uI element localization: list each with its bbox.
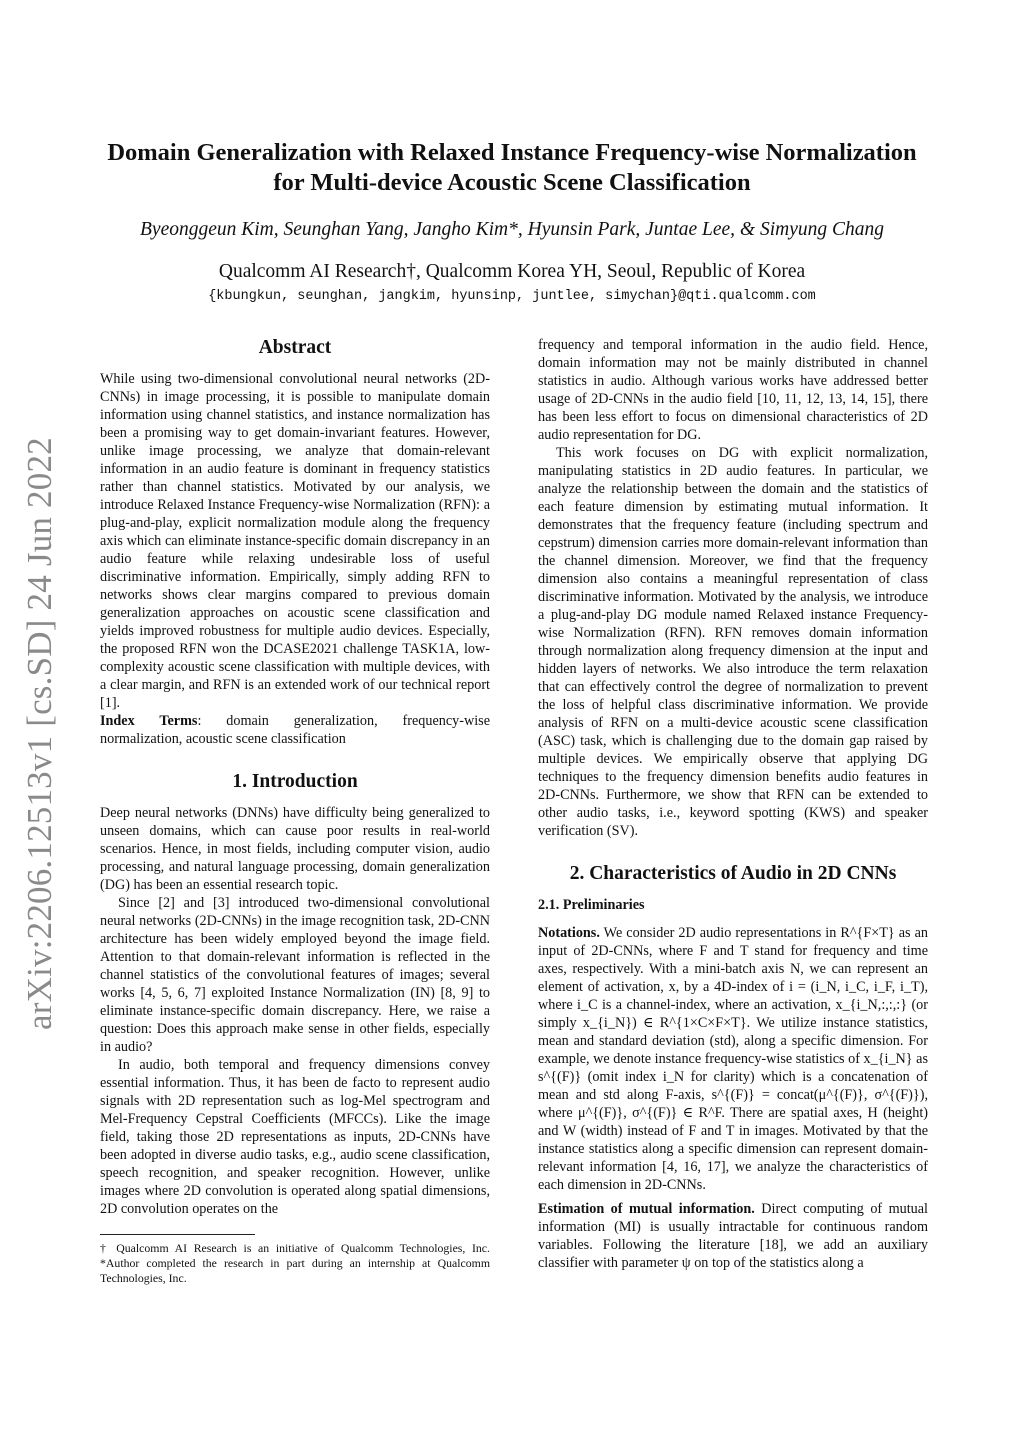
- subsection-2-1-heading: 2.1. Preliminaries: [538, 897, 645, 913]
- right-paragraph-2: This work focuses on DG with explicit normalization, manipulating statistics in 2D audio features. In particular, we analyze the relationship between the domain and the statistics of each feature dimension by estimating mutual information. It demonstrates that the frequency feature (including spectrum and cepstrum) dimension carries more domain-relevant information than the channel dimension. Moreover, we find that the frequency dimension also contains a meaningful representation of class discriminative information. Motivated by the analysis, we introduce a plug-and-play DG module named Relaxed instance Frequency-wise Normalization (RFN). RFN removes domain information through normalization along frequency dimension at the input and hidden layers of networks. We also introduce the term relaxation that can effectively control the degree of normalization to prevent the loss of helpful class discriminative information. We provide analysis of RFN on a multi-device acoustic scene classification (ASC) task, which is challenging due to the domain gap raised by multiple devices. We empirically observe that applying DG techniques to the frequency dimension benefits audio features in 2D-CNNs. Furthermore, we show that RFN can be extended to other audio tasks, i.e., keyword spotting (KWS) and speaker verification (SV).: [538, 445, 928, 839]
- affiliation: Qualcomm AI Research†, Qualcomm Korea YH, Seoul, Republic of Korea: [218, 261, 806, 282]
- author-list: Byeonggeun Kim, Seunghan Yang, Jangho Kim*, Hyunsin Park, Juntae Lee, & Simyung Chang: [140, 219, 884, 240]
- introduction-heading: 1. Introduction: [232, 771, 358, 792]
- notations-text: We consider 2D audio representations in R^{F×T} as an input of 2D-CNNs, where F and T stand for frequency and time axes, respectively. With a mini-batch axis N, we can represent an element of activation, x, by a 4D-index of i = (i_N, i_C, i_F, i_T), where i_C is a channel-index, where an activation, x_{i_N,:,:,:} (or simply x_{i_N}) ∈ R^{1×C×F×T}. We utilize instance statistics, mean and standard deviation (std), along a specific dimension. For example, we denote instance frequency-wise statistics of x_{i_N} as s^{(F)} (omit index i_N for clarity) which is a concatenation of mean and std along F-axis, s^{(F)} = concat(μ^{(F)}, σ^{(F)}), where μ^{(F)}, σ^{(F)} ∈ R^F. There are spatial axes, H (height) and W (width) instead of F and T in images. Motivated by that the instance statistics along a specific dimension can represent domain-relevant information [4, 16, 17], we analyze the characteristics of each dimension in 2D-CNNs.: [538, 925, 928, 1193]
- abstract-text: While using two-dimensional convolutional neural networks (2D-CNNs) in image processing, it is possible to manipulate domain information using channel statistics, and instance normalization has been a promising way to get domain-invariant features. However, unlike image processing, we analyze that domain-relevant information in an audio feature is dominant in frequency statistics rather than channel statistics. Motivated by our analysis, we introduce Relaxed Instance Frequency-wise Normalization (RFN): a plug-and-play, explicit normalization module along the frequency axis which can eliminate instance-specific domain discrepancy in an audio feature while relaxing undesirable loss of useful discriminative information. Empirically, simply adding RFN to networks shows clear margins compared to previous domain generalization approaches on acoustic scene classification and yields improved robustness for multiple audio devices. Especially, the proposed RFN won the DCASE2021 challenge TASK1A, low-complexity acoustic scene classification with multiple devices, with a clear margin, and RFN is an extended work of our technical report [1].: [100, 371, 490, 711]
- author-emails: {kbungkun, seunghan, jangkim, hyunsinp, juntlee, simychan}@qti.qualcomm.com: [208, 289, 816, 304]
- right-column: [538, 336, 928, 1272]
- index-terms-label: Index Terms: [100, 713, 198, 729]
- right-paragraph-1: frequency and temporal information in the audio field. Hence, domain information may not be mainly distributed in channel statistics in audio. Although various works have addressed better usage of 2D-CNNs in the audio field [10, 11, 12, 13, 14, 15], there has been less effort to focus on dimensional characteristics of 2D audio representation for DG.: [538, 337, 928, 443]
- intro-paragraph-2: Since [2] and [3] introduced two-dimensional convolutional neural networks (2D-CNNs) in the image recognition task, 2D-CNN architecture has been widely employed beyond the image field. Attention to that domain-relevant information is reflected in the channel statistics of the convolutional features of images; several works [4, 5, 6, 7] exploited Instance Normalization (IN) [8, 9] to eliminate instance-specific domain discrepancy. Here, we raise a question: Does this approach make sense in other fields, especially in audio?: [100, 895, 490, 1055]
- paper-title: [60, 138, 964, 198]
- intro-paragraph-3: In audio, both temporal and frequency dimensions convey essential information. Thus, it has been de facto to represent audio signals with 2D representation such as log-Mel spectrogram and Mel-Frequency Cepstral Coefficients (MFCCs). Like the image field, taking those 2D representations as inputs, 2D-CNNs have been adopted in diverse audio tasks, e.g., audio scene classification, speech recognition, and speaker recognition. However, unlike images where 2D convolution is operated along spatial dimensions, 2D convolution operates on the: [100, 1057, 490, 1217]
- mutual-information-label: Estimation of mutual information.: [538, 1201, 755, 1217]
- footnote: † Qualcomm AI Research is an initiative of Qualcomm Technologies, Inc. *Author completed the research in part during an internship at Qualcomm Technologies, Inc.: [100, 1241, 490, 1285]
- title-line-2: for Multi-device Acoustic Scene Classification: [273, 169, 751, 196]
- mutual-information-paragraph: [538, 1200, 928, 1272]
- section-2-heading: 2. Characteristics of Audio in 2D CNNs: [569, 863, 897, 884]
- title-line-1: Domain Generalization with Relaxed Instance Frequency-wise Normalization: [107, 139, 917, 166]
- index-terms-text: : domain generalization, frequency-wise normalization, acoustic scene classification: [100, 713, 490, 747]
- index-terms: [100, 712, 490, 748]
- intro-paragraph-1: Deep neural networks (DNNs) have difficulty being generalized to unseen domains, which can cause poor results in real-world scenarios. Hence, in most fields, including computer vision, audio processing, and natural language processing, domain generalization (DG) has been an essential research topic.: [100, 805, 490, 893]
- arxiv-identifier: arXiv:2206.12513v1 [cs.SD] 24 Jun 2022: [20, 437, 59, 1030]
- notations-label: Notations.: [538, 925, 600, 941]
- notations-paragraph: [538, 924, 928, 1194]
- mutual-information-text: Direct computing of mutual information (MI) is usually intractable for continuous random variables. Following the literature [18], we add an auxiliary classifier with parameter ψ on top of the statistics along a: [538, 1201, 929, 1271]
- left-column: [100, 336, 490, 1286]
- abstract-heading: Abstract: [258, 337, 332, 358]
- footnote-divider: [100, 1234, 255, 1235]
